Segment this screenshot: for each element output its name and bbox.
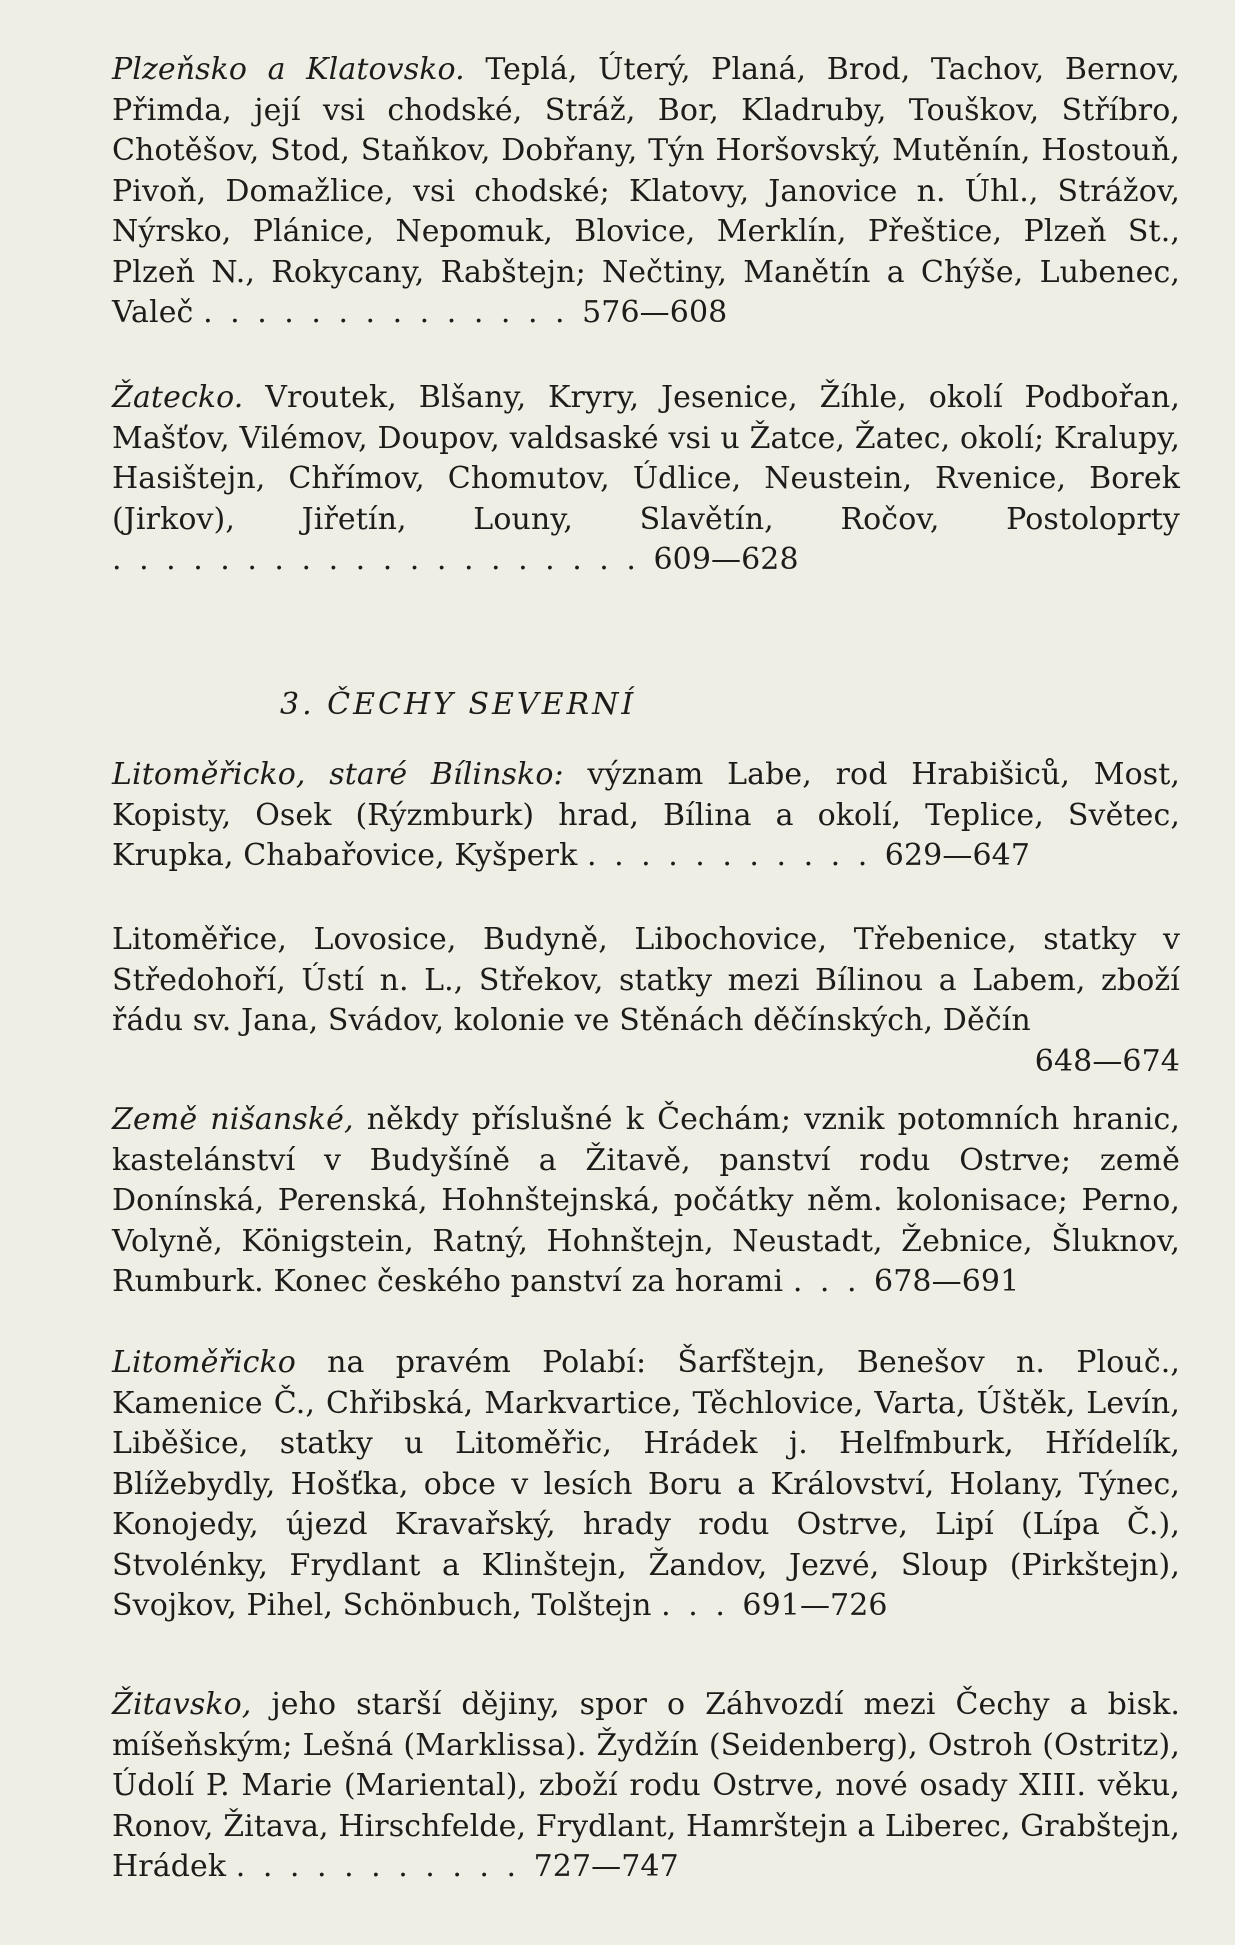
entry-pages: 727—747 [533, 1849, 679, 1884]
entry-heading: Žatecko. [112, 380, 244, 415]
entry-heading: Litoměřicko [112, 1345, 296, 1380]
entry-text: jeho starší dějiny, spor o Záhvozdí mezi Čechy a bisk. míšeňským; Lešná (Marklissa). Žydžín (Seidenberg), Ostroh (Ostritz), Údolí P. Marie (Mariental), zboží rodu Ostrve, nové osady XIII. věku, Ronov, Žitava, Hirschfelde, Frydlant, Hamrštejn a Liberec, Grabštejn, Hrádek [112, 1687, 1180, 1884]
entry-pages: 648—674 [1034, 1043, 1180, 1079]
index-entry-plzensko: Plzeňsko a Klatovsko. Teplá, Úterý, Planá, Brod, Tachov, Bernov, Přimda, její vsi chodské, Stráž, Bor, Kladruby, Touškov, Stříbro, Chotěšov, Stod, Staňkov, Dobřany, Týn Horšovský, Mutěnín, Hostouň, Pivoň, Domažlice, vsi chodské; Klatovy, Janovice n. Úhl., Strážov, Nýrsko, Plánice, Nepomuk, Blovice, Merklín, Přeštice, Plzeň St., Plzeň N., Rokycany, Rabštejn; Nečtiny, Manětín a Chýše, Lubenec, Valeč . . . . . . . . . . . . . . 576—608 [112, 52, 1180, 330]
entry-pages: 629—647 [884, 838, 1031, 873]
index-entry-litomericko-polabi: Litoměřicko na pravém Polabí: Šarfštejn, Benešov n. Plouč., Kamenice Č., Chřibská, Markvartice, Těchlovice, Varta, Úštěk, Levín, Liběšice, statky u Litoměřic, Hrádek j. Helfmburk, Hřídelík, Blížebydly, Hošťka, obce v lesích Boru a Království, Holany, Týnec, Konojedy, újezd Kravařský, hrady rodu Ostrve, Lipí (Lípa Č.), Stvolénky, Frydlant a Klinštejn, Žandov, Jezvé, Sloup (Pirkštejn), Svojkov, Pihel, Schönbuch, Tolštejn . . . 691—726 [112, 1345, 1181, 1623]
entry-pages: 576—608 [582, 295, 728, 330]
index-entry-litomerice [112, 920, 1180, 1082]
entry-pages: 678—691 [874, 1264, 1020, 1299]
index-entry-litomericko-bilinsko: Litoměřicko, staré Bílinsko: význam Labe, rod Hrabišiců, Most, Kopisty, Osek (Rýzmburk) hrad, Bílina a okolí, Teplice, Světec, Krupka, Chabařovice, Kyšperk . . . . . . . . . . . 629—647 [112, 757, 1181, 873]
entry-heading: Litoměřicko, staré Bílinsko: [112, 757, 564, 792]
entry-heading: Plzeňsko a Klatovsko. [112, 52, 465, 87]
entry-pages: 691—726 [742, 1588, 888, 1623]
entry-heading: Země nišanské, [112, 1102, 354, 1137]
entry-text: Teplá, Úterý, Planá, Brod, Tachov, Bernov, Přimda, její vsi chodské, Stráž, Bor, Kladruby, Touškov, Stříbro, Chotěšov, Stod, Staňkov, Dobřany, Týn Horšovský, Mutěnín, Hostouň, Pivoň, Domažlice, vsi chodské; Klatovy, Janovice n. Úhl., Strážov, Nýrsko, Plánice, Nepomuk, Blovice, Merklín, Přeštice, Plzeň St., Plzeň N., Rokycany, Rabštejn; Nečtiny, Manětín a Chýše, Lubenec, Valeč [112, 52, 1180, 330]
index-entry-zeme-nisanske: Země nišanské, někdy příslušné k Čechám; vznik potomních hranic, kastelánství v Budyšíně a Žitavě, panství rodu Ostrve; země Donínská, Perenská, Hohnštejnská, počátky něm. kolonisace; Perno, Volyně, Königstein, Ratný, Hohnštejn, Neustadt, Žebnice, Šluknov, Rumburk. Konec českého panství za horami . . . 678—691 [112, 1102, 1181, 1299]
index-entry-zatecko: Žatecko. Vroutek, Blšany, Kryry, Jesenice, Žíhle, okolí Podbořan, Mašťov, Vilémov, Doupov, valdsaské vsi u Žatce, Žatec, okolí; Kralupy, Hasištejn, Chřímov, Chomutov, Údlice, Neustein, Rvenice, Borek (Jirkov), Jiřetín, Louny, Slavětín, Ročov, Postoloprty . . . . . . . . . . . . . . . . . . . . 609—628 [112, 380, 1180, 577]
entry-pages: 609—628 [653, 542, 799, 577]
entry-heading: Žitavsko, [112, 1687, 252, 1722]
entry-text: význam Labe, rod Hrabišiců, Most, Kopisty, Osek (Rýzmburk) hrad, Bílina a okolí, Teplice, Světec, Krupka, Chabařovice, Kyšperk [112, 757, 1181, 873]
entry-text: na pravém Polabí: Šarfštejn, Benešov n. Plouč., Kamenice Č., Chřibská, Markvartice, Těchlovice, Varta, Úštěk, Levín, Liběšice, statky u Litoměřic, Hrádek j. Helfmburk, Hřídelík, Blížebydly, Hošťka, obce v lesích Boru a Království, Holany, Týnec, Konojedy, újezd Kravařský, hrady rodu Ostrve, Lipí (Lípa Č.), Stvolénky, Frydlant a Klinštejn, Žandov, Jezvé, Sloup (Pirkštejn), Svojkov, Pihel, Schönbuch, Tolštejn [112, 1345, 1181, 1623]
section-title: 3. ČECHY SEVERNÍ [280, 687, 637, 722]
entry-text: Vroutek, Blšany, Kryry, Jesenice, Žíhle, okolí Podbořan, Mašťov, Vilémov, Doupov, valdsaské vsi u Žatce, Žatec, okolí; Kralupy, Hasištejn, Chřímov, Chomutov, Údlice, Neustein, Rvenice, Borek (Jirkov), Jiřetín, Louny, Slavětín, Ročov, Postoloprty [112, 380, 1180, 537]
entry-text: Litoměřice, Lovosice, Budyně, Libochovice, Třebenice, statky v Středohoří, Ústí n. L., Střekov, statky mezi Bílinou a Labem, zboží řádu sv. Jana, Svádov, kolonie ve Stěnách děčínských, Děčín [112, 922, 1180, 1038]
index-entry-zitavsko: Žitavsko, jeho starší dějiny, spor o Záhvozdí mezi Čechy a bisk. míšeňským; Lešná (Marklissa). Žydžín (Seidenberg), Ostroh (Ostritz), Údolí P. Marie (Mariental), zboží rodu Ostrve, nové osady XIII. věku, Ronov, Žitava, Hirschfelde, Frydlant, Hamrštejn a Liberec, Grabštejn, Hrádek . . . . . . . . . . . 727—747 [112, 1687, 1180, 1884]
entry-text: někdy příslušné k Čechám; vznik potomních hranic, kastelánství v Budyšíně a Žitavě, panství rodu Ostrve; země Donínská, Perenská, Hohnštejnská, počátky něm. kolonisace; Perno, Volyně, Königstein, Ratný, Hohnštejn, Neustadt, Žebnice, Šluknov, Rumburk. Konec českého panství za horami [112, 1102, 1181, 1299]
